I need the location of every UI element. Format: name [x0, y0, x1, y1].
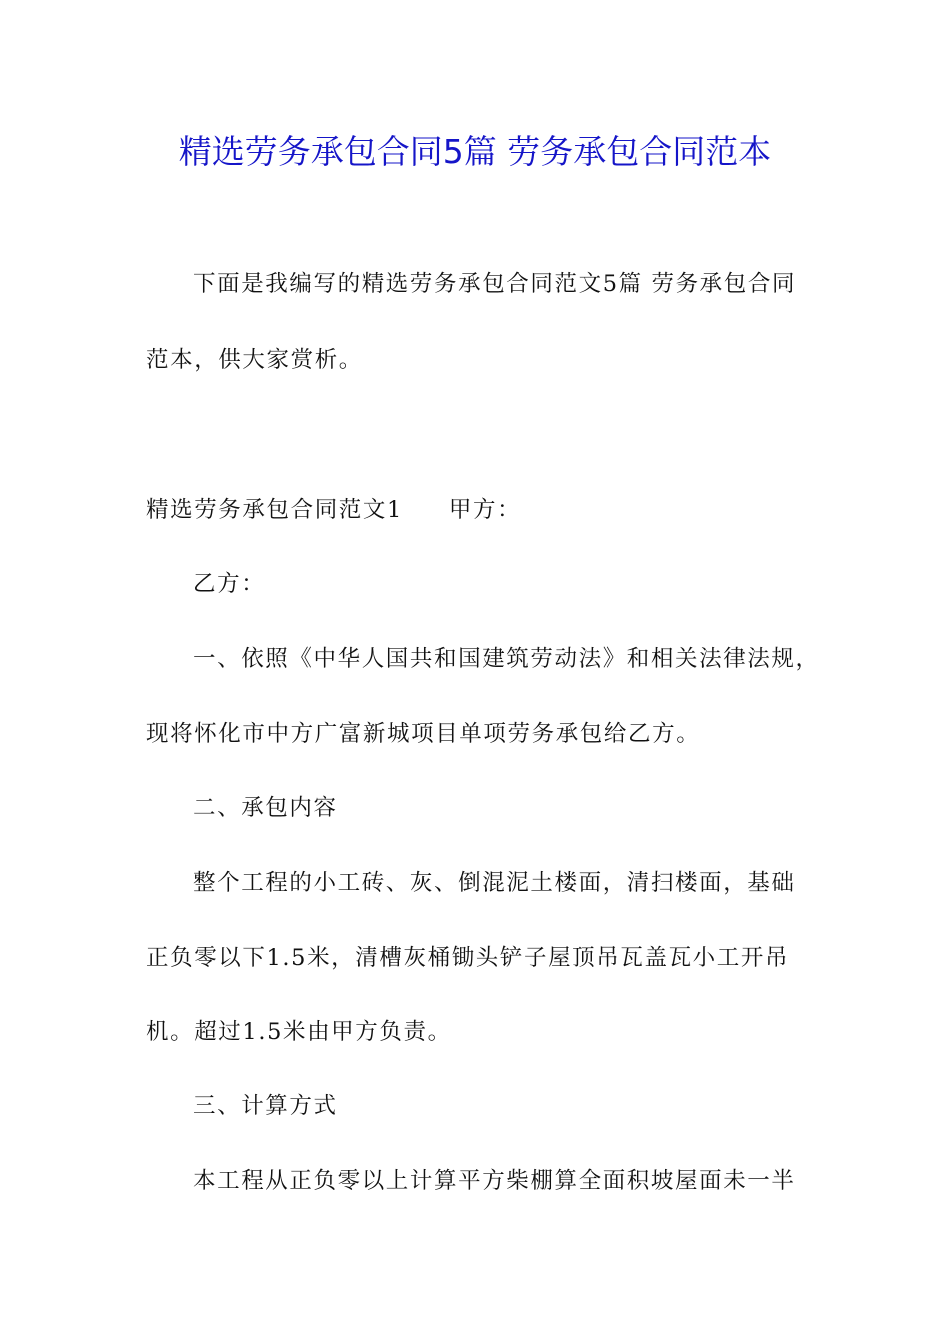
clause-2-line-3: 机。超过1.5米由甲方负责。 [146, 1019, 452, 1045]
clause-2-line-1: 整个工程的小工砖、灰、倒混泥土楼面，清扫楼面，基础 [193, 870, 796, 896]
section-heading: 精选劳务承包合同范文1 [146, 497, 403, 523]
document-title: 精选劳务承包合同5篇 劳务承包合同范本 [178, 132, 772, 171]
clause-1-line-2: 现将怀化市中方广富新城项目单项劳务承包给乙方。 [146, 721, 701, 747]
section-heading-row [146, 492, 521, 528]
party-a-label: 甲方： [448, 497, 522, 523]
clause-1-line-1: 一、依照《中华人国共和国建筑劳动法》和相关法律法规， [193, 646, 820, 672]
clause-2-heading: 二、承包内容 [193, 795, 338, 821]
intro-line-2: 范本，供大家赏析。 [146, 347, 363, 373]
clause-2-line-2: 正负零以下1.5米，清槽灰桶锄头铲子屋顶吊瓦盖瓦小工开吊 [146, 945, 790, 971]
clause-3-line-1: 本工程从正负零以上计算平方柴棚算全面积坡屋面未一半 [193, 1168, 796, 1194]
clause-3-heading: 三、计算方式 [193, 1093, 338, 1119]
intro-line-1: 下面是我编写的精选劳务承包合同范文5篇 劳务承包合同 [193, 271, 797, 297]
party-b-label: 乙方： [193, 571, 266, 597]
